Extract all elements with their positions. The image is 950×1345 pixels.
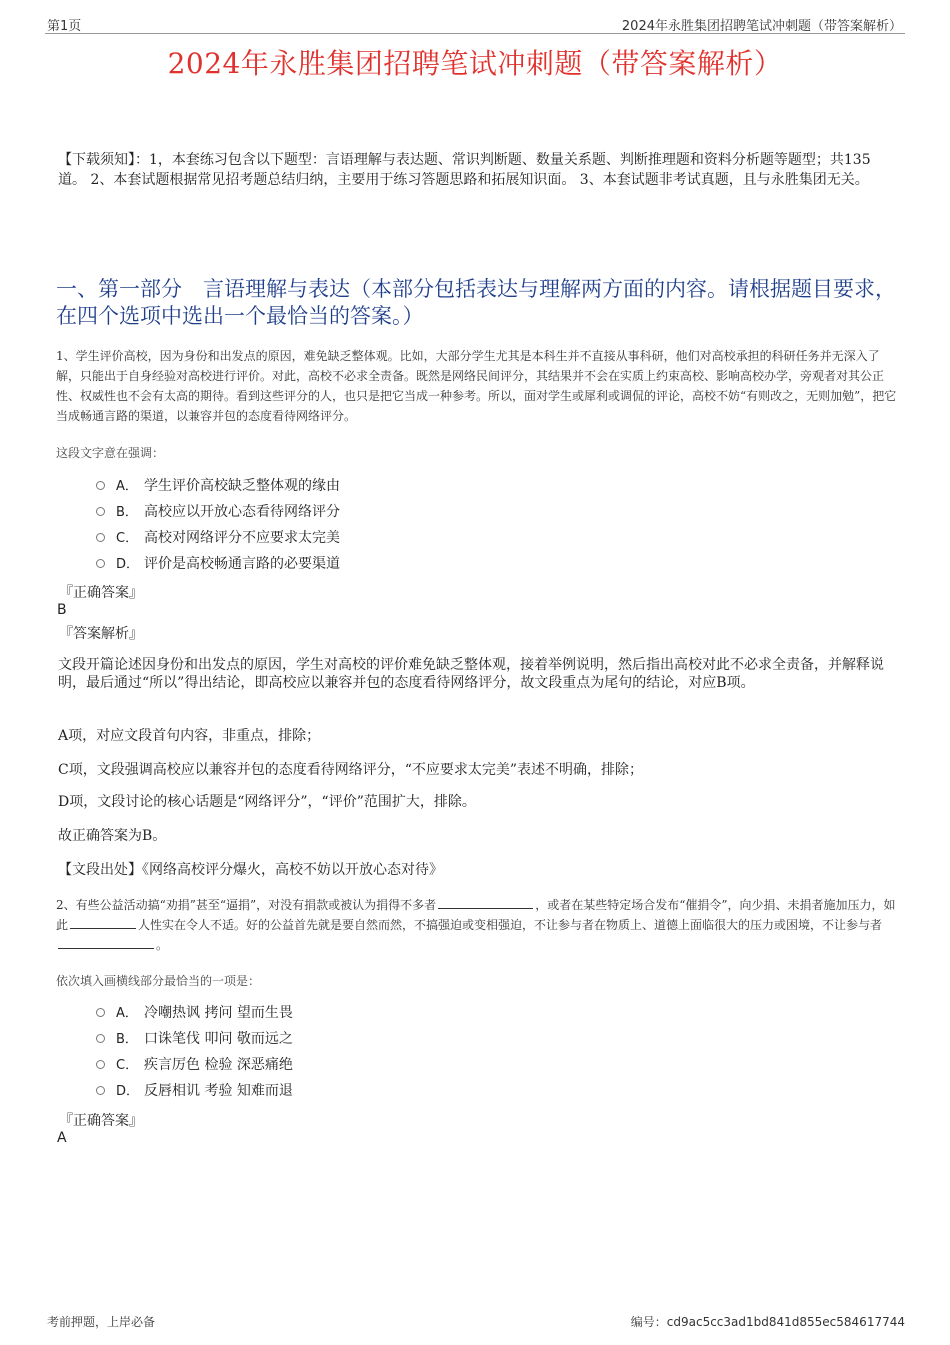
option-label: C． [116,1058,139,1073]
radio-icon[interactable] [96,533,105,542]
option-text: 疾言厉色 检验 深恶痛绝 [144,1057,293,1073]
option-text: 高校应以开放心态看待网络评分 [144,504,340,520]
question-2-text-part2: ，或者在某些特定场合发布“催捐令”，向少捐、未捐者施加压力，如此 [56,898,896,932]
question-2-option-d[interactable] [96,1080,293,1102]
option-label: A． [116,479,138,494]
question-2-text-part1: 2、有些公益活动搞“劝捐”甚至“逼捐”，对没有捐款或被认为捐得不多者 [56,898,437,912]
option-text: 评价是高校畅通言路的必要渠道 [144,556,340,572]
question-2-text [56,895,898,955]
radio-icon[interactable] [96,1086,105,1095]
option-text: 冷嘲热讽 拷问 望而生畏 [144,1005,293,1021]
question-2-answer-mark: 『正确答案』 [59,1113,143,1129]
question-2-option-a[interactable] [96,1002,293,1024]
option-text: 学生评价高校缺乏整体观的缘由 [144,478,340,494]
question-1-option-a[interactable] [96,475,340,497]
radio-icon[interactable] [96,507,105,516]
question-1-text: 1、学生评价高校，因为身份和出发点的原因，难免缺乏整体观。比如，大部分学生尤其是本科生并不直接从事科研，他们对高校承担的科研任务并无深入了解，只能出于自身经验对高校进行评价。对此，高校不必求全责备。既然是网络民间评分，其结果并不会在实质上约束高校、影响高校办学，旁观者对其公正性、权威性也不会有太高的期待。看到这些评分的人，也只是把它当成一种参考。所以，面对学生或犀利或调侃的评论，高校不妨“有则改之，无则加勉”，把它当成畅通言路的渠道，以兼容并包的态度看待网络评分。 [56,349,897,423]
question-1-answer-mark: 『正确答案』 [59,585,143,601]
option-text: 反唇相讥 考验 知难而退 [144,1083,293,1099]
question-1-prompt: 这段文字意在强调： [56,446,165,460]
download-notice: 【下载须知】：1，本套练习包含以下题型：言语理解与表达题、常识判断题、数量关系题、判断推理题和资料分析题等题型；共135道。 2、本套试题根据常见招考题总结归纳，主要用于练习答题思路和拓展知识面。 3、本套试题非考试真题，且与永胜集团无关。 [58,152,871,188]
option-label: D． [116,557,140,572]
footer-document-id: 编号：cd9ac5cc3ad1bd841d855ec584617744 [630,1315,905,1329]
question-1-analysis-p3: C项，文段强调高校应以兼容并包的态度看待网络评分，“不应要求太完美”表述不明确，排除； [58,762,644,778]
question-1-analysis-p1: 文段开篇论述因身份和出发点的原因，学生对高校的评价难免缺乏整体观，接着举例说明，然后指出高校对此不必求全责备，并解释说明，最后通过“所以”得出结论，即高校应以兼容并包的态度看待网络评分，故文段重点为尾句的结论，对应B项。 [58,657,884,691]
option-text: 口诛笔伐 叩问 敬而远之 [144,1031,293,1047]
question-2-option-c[interactable] [96,1054,293,1076]
radio-icon[interactable] [96,481,105,490]
question-1-analysis-p2: A项，对应文段首句内容，非重点，排除； [58,728,321,744]
blank-1 [438,896,533,909]
question-1-option-d[interactable] [96,553,340,575]
option-label: B． [116,1032,138,1047]
page-number: 第1页 [47,19,82,34]
blank-2 [70,916,136,929]
question-1-analysis-p4: D项，文段讨论的核心话题是“网络评分”，“评价”范围扩大，排除。 [58,794,476,810]
header-divider [45,33,905,34]
question-1-analysis-mark: 『答案解析』 [59,626,143,642]
footer-slogan: 考前押题，上岸必备 [47,1315,156,1329]
question-1-option-b[interactable] [96,501,340,523]
question-1-option-c[interactable] [96,527,340,549]
radio-icon[interactable] [96,1008,105,1017]
option-label: B． [116,505,138,520]
question-2-answer: A [57,1130,67,1146]
option-label: D． [116,1084,140,1099]
radio-icon[interactable] [96,1060,105,1069]
blank-3 [58,936,154,949]
option-label: C． [116,531,139,546]
radio-icon[interactable] [96,559,105,568]
option-label: A． [116,1006,138,1021]
question-1-analysis-p5: 故正确答案为B。 [58,828,167,844]
document-title: 2024年永胜集团招聘笔试冲刺题（带答案解析） [167,47,783,80]
option-text: 高校对网络评分不应要求太完美 [144,530,340,546]
question-1-source: 【文段出处】《网络高校评分爆火，高校不妨以开放心态对待》 [58,862,443,878]
question-1-answer: B [57,602,67,618]
question-2-text-part4: 。 [156,938,169,952]
section-heading: 一、第一部分 言语理解与表达（本部分包括表达与理解两方面的内容。请根据题目要求，在四个选项中选出一个最恰当的答案。） [56,277,896,328]
radio-icon[interactable] [96,1034,105,1043]
header-doc-title: 2024年永胜集团招聘笔试冲刺题（带答案解析） [621,19,902,34]
question-2-text-part3: 人性实在令人不适。好的公益首先就是要自然而然，不搞强迫或变相强迫，不让参与者在物质上、道德上面临很大的压力或困境，不让参与者 [138,918,883,932]
question-2-prompt: 依次填入画横线部分最恰当的一项是： [56,974,261,988]
question-2-option-b[interactable] [96,1028,293,1050]
